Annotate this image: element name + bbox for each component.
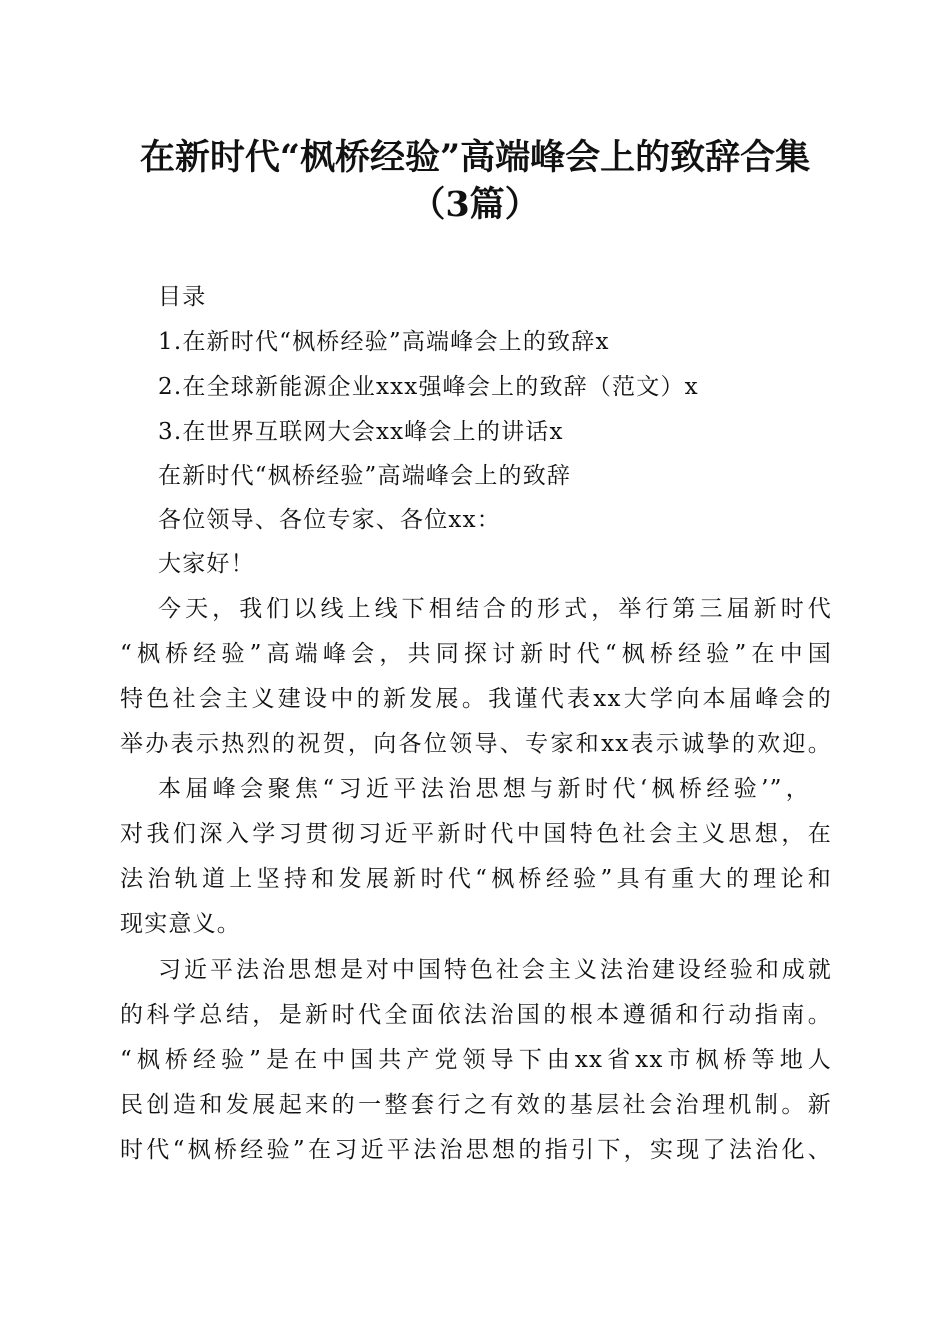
paragraph-3-line-2: 的科学总结，是新时代全面依法治国的根本遵循和行动指南。: [120, 1002, 832, 1028]
paragraph-3-line-5: 时代“枫桥经验”在习近平法治思想的指引下，实现了法治化、: [120, 1137, 832, 1163]
paragraph-2-line-4: 现实意义。: [120, 911, 241, 937]
toc-item-1: 1.在新时代“枫桥经验”高端峰会上的致辞x: [158, 329, 610, 355]
paragraph-1-line-2: “枫桥经验”高端峰会，共同探讨新时代“枫桥经验”在中国: [120, 641, 832, 667]
toc-heading: 目录: [158, 284, 207, 310]
paragraph-1-line-3: 特色社会主义建设中的新发展。我谨代表xx大学向本届峰会的: [120, 686, 832, 712]
paragraph-3-line-3: “枫桥经验”是在中国共产党领导下由xx省xx市枫桥等地人: [120, 1047, 832, 1073]
paragraph-1-line-4: 举办表示热烈的祝贺，向各位领导、专家和xx表示诚挚的欢迎。: [120, 731, 832, 757]
paragraph-2-line-1: 本届峰会聚焦“习近平法治思想与新时代‘枫桥经验’”，: [158, 776, 810, 802]
document-title-line-1: 在新时代“枫桥经验”高端峰会上的致辞合集: [139, 137, 811, 178]
paragraph-2-line-2: 对我们深入学习贯彻习近平新时代中国特色社会主义思想，在: [120, 821, 832, 847]
document-title-line-2: （3篇）: [410, 184, 540, 225]
toc-item-2: 2.在全球新能源企业xxx强峰会上的致辞（范文）x: [158, 374, 699, 400]
paragraph-3-line-1: 习近平法治思想是对中国特色社会主义法治建设经验和成就: [158, 957, 832, 983]
paragraph-2-line-3: 法治轨道上坚持和发展新时代“枫桥经验”具有重大的理论和: [120, 866, 832, 892]
salutation: 各位领导、各位专家、各位xx：: [158, 507, 501, 533]
paragraph-1-line-1: 今天，我们以线上线下相结合的形式，举行第三届新时代: [158, 596, 832, 622]
section-title: 在新时代“枫桥经验”高端峰会上的致辞: [158, 463, 572, 489]
paragraph-3-line-4: 民创造和发展起来的一整套行之有效的基层社会治理机制。新: [120, 1092, 832, 1118]
toc-item-3: 3.在世界互联网大会xx峰会上的讲话x: [158, 419, 564, 445]
greeting: 大家好！: [158, 551, 255, 577]
